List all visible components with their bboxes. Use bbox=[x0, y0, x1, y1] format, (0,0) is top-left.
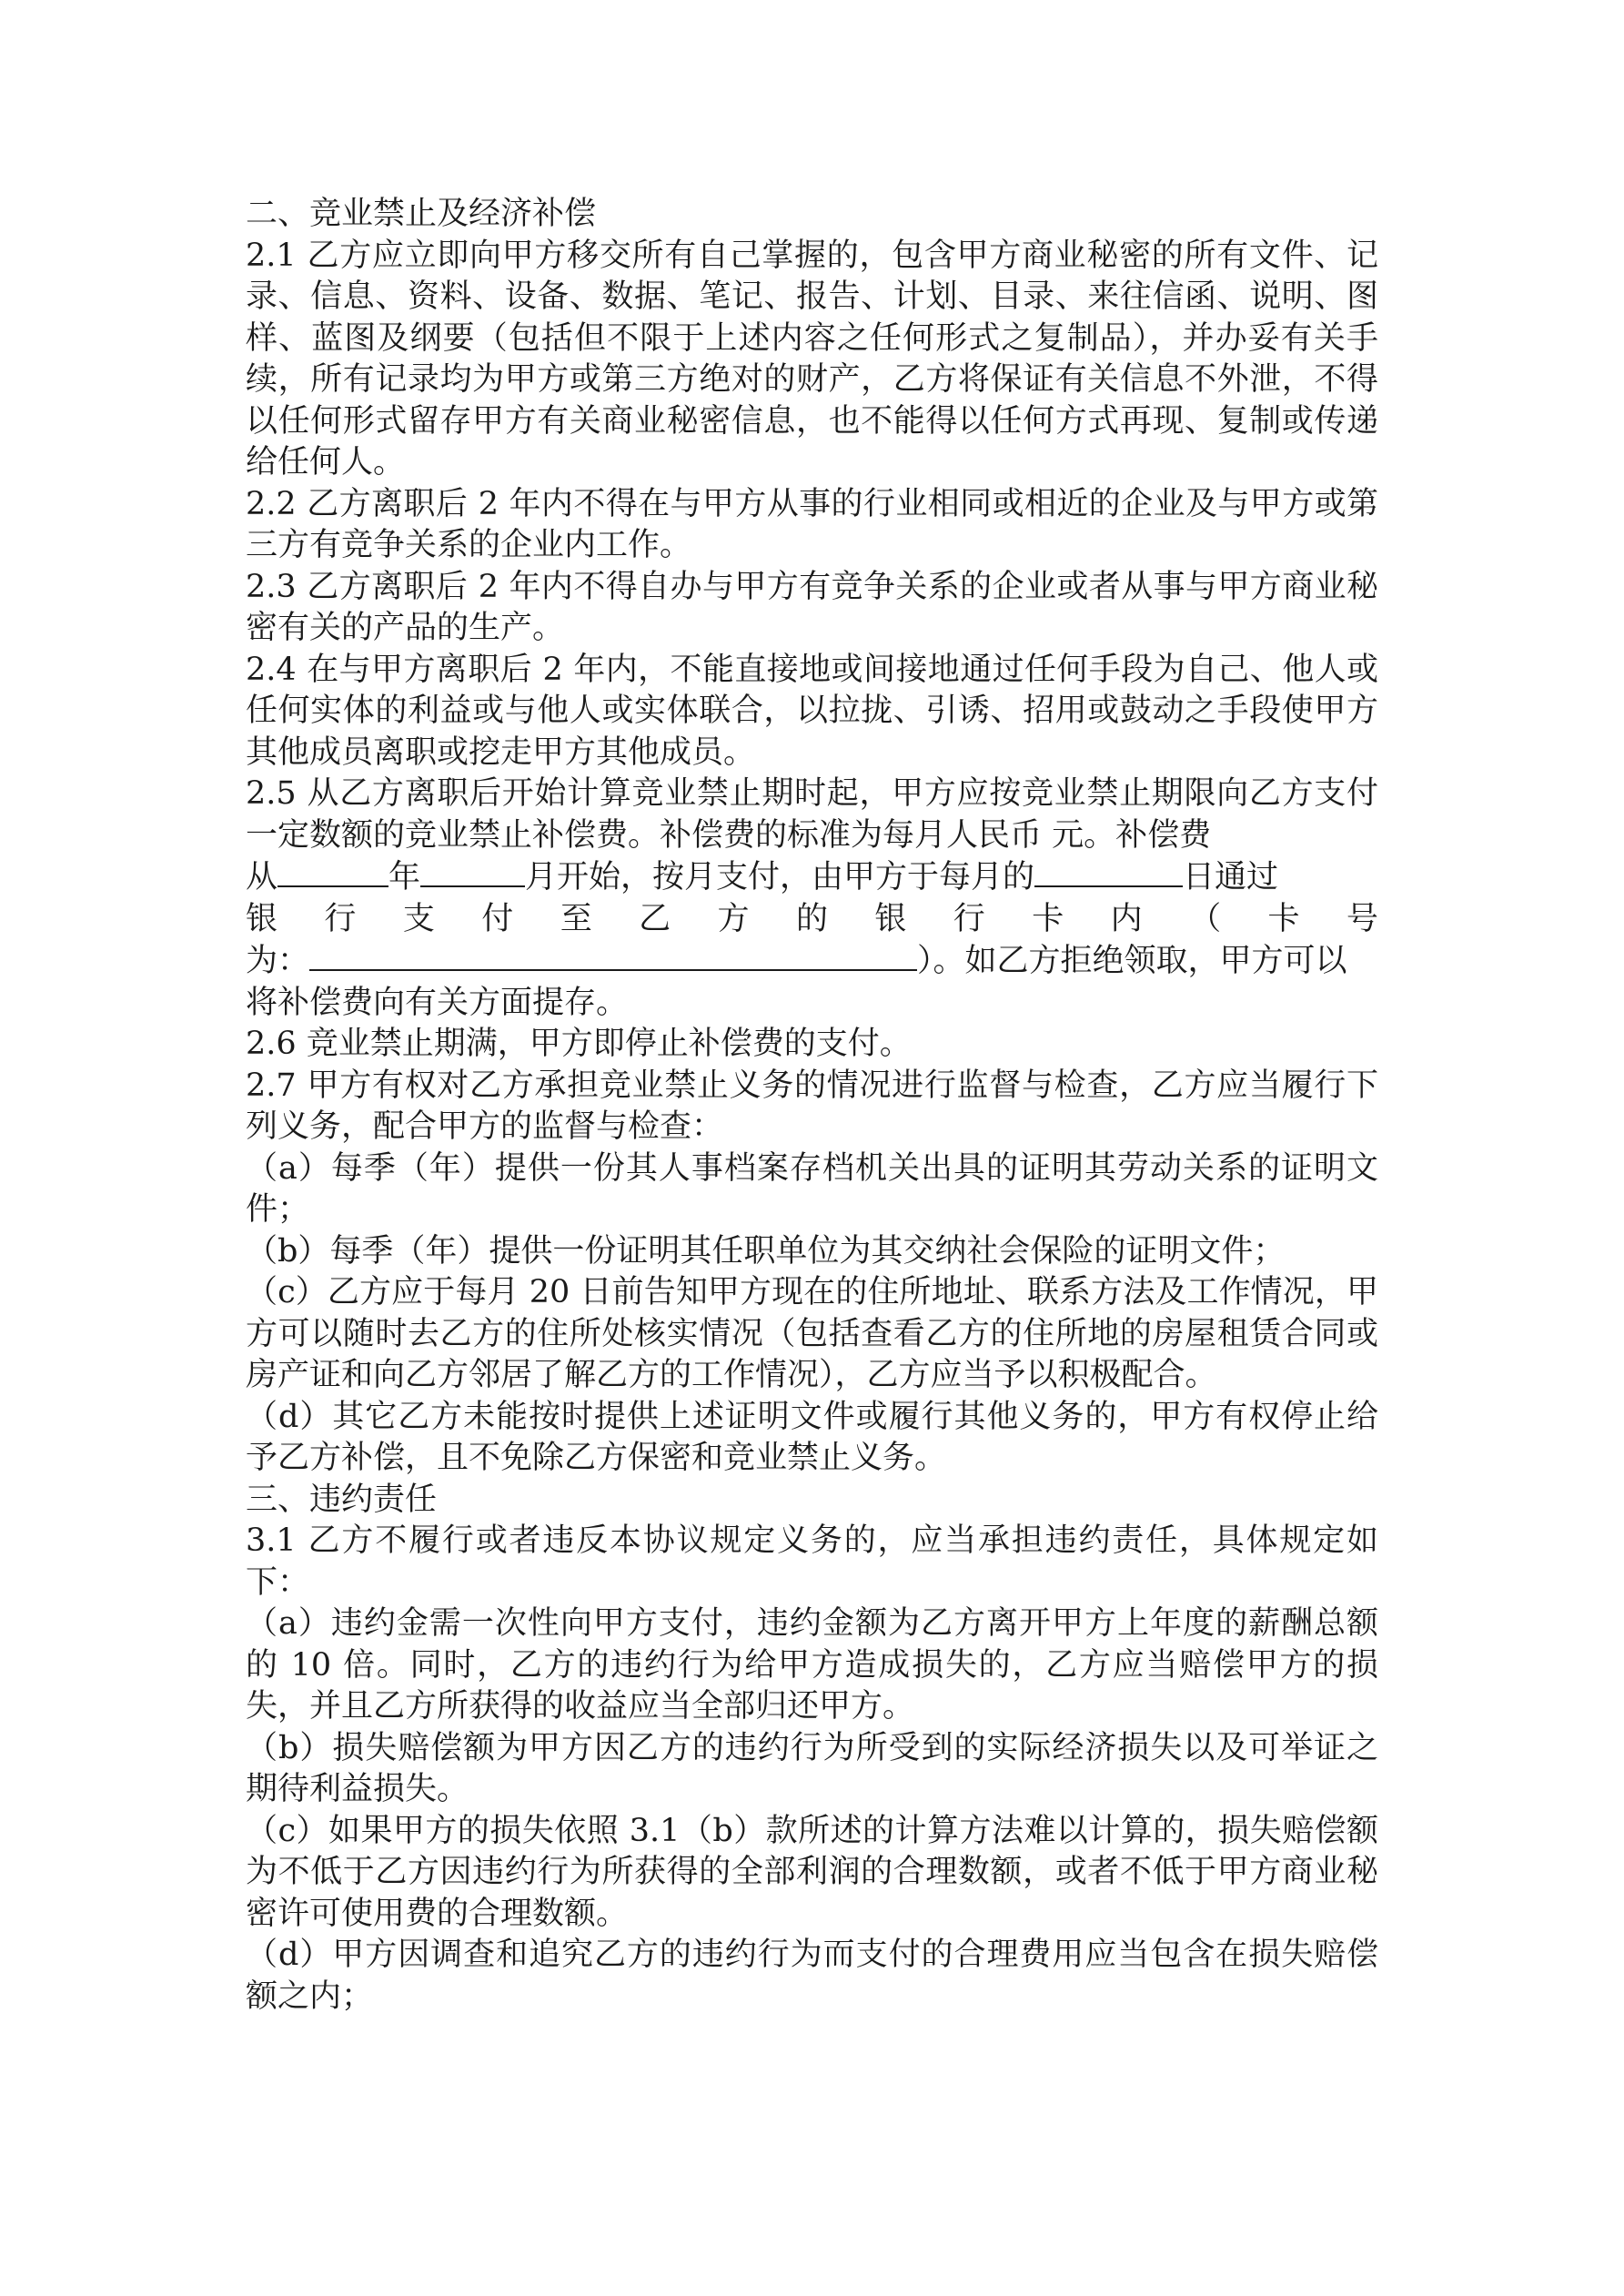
clause-2-7-a: （a）每季（年）提供一份其人事档案存档机关出具的证明其劳动关系的证明文件； bbox=[246, 1149, 1378, 1228]
clause-3-1-d: （d）甲方因调查和追究乙方的违约行为而支付的合理费用应当包含在损失赔偿额之内； bbox=[246, 1937, 1378, 2015]
clause-3-1: 3.1 乙方不履行或者违反本协议规定义务的，应当承担违约责任，具体规定如下： bbox=[246, 1522, 1378, 1601]
clause-2-3: 2.3 乙方离职后 2 年内不得自办与甲方有竞争关系的企业或者从事与甲方商业秘密有关的产品的生产。 bbox=[246, 568, 1378, 646]
clause-2-5-payment-line bbox=[246, 856, 1378, 899]
bank-line-char: 内 bbox=[1110, 900, 1143, 937]
bank-line-char: 银 bbox=[874, 900, 907, 937]
bank-line-char: 的 bbox=[795, 900, 828, 937]
document-body bbox=[246, 194, 1378, 2018]
start-year-blank[interactable] bbox=[277, 856, 388, 887]
bank-line-char: 方 bbox=[717, 900, 750, 937]
year-label: 年 bbox=[388, 859, 421, 895]
bank-line-char: 号 bbox=[1346, 900, 1378, 937]
bank-line-char: 卡 bbox=[1032, 900, 1064, 937]
clause-3-1-c: （c）如果甲方的损失依照 3.1（b）款所述的计算方法难以计算的，损失赔偿额为不低于乙方因违约行为所获得的全部利润的合理数额，或者不低于甲方商业秘密许可使用费的合理数额。 bbox=[246, 1812, 1378, 1932]
card-line-tail: ）。如乙方拒绝领取，甲方可以 bbox=[917, 943, 1347, 979]
clause-2-5-intro: 2.5 从乙方离职后开始计算竞业禁止期时起，甲方应按竞业禁止期限向乙方支付一定数额的竞业禁止补偿费。补偿费的标准为每月人民币 元。补偿费 bbox=[246, 775, 1378, 854]
section-heading-non-compete: 二、竞业禁止及经济补偿 bbox=[246, 196, 597, 232]
bank-line-char: 银 bbox=[246, 900, 278, 937]
clause-2-5-bank-line bbox=[246, 899, 1378, 941]
bank-line-char: 乙 bbox=[639, 900, 671, 937]
clause-2-6: 2.6 竞业禁止期满，甲方即停止补偿费的支付。 bbox=[246, 1026, 912, 1062]
clause-2-4: 2.4 在与甲方离职后 2 年内，不能直接地或间接地通过任何手段为自己、他人或任何实体的利益或与他人或实体联合，以拉拢、引诱、招用或鼓动之手段使甲方其他成员离职或挖走甲方其他成员。 bbox=[246, 651, 1378, 771]
card-number-blank[interactable] bbox=[309, 940, 917, 971]
bank-line-char: 至 bbox=[560, 900, 592, 937]
clause-3-1-a: （a）违约金需一次性向甲方支付，违约金额为乙方离开甲方上年度的薪酬总额的 10 倍。同时，乙方的违约行为给甲方造成损失的，乙方应当赔偿甲方的损失，并且乙方所获得的收益应当全部归还甲方。 bbox=[246, 1605, 1378, 1725]
month-label: 月开始，按月支付，由甲方于每月的 bbox=[525, 859, 1035, 895]
clause-2-7: 2.7 甲方有权对乙方承担竞业禁止义务的情况进行监督与检查，乙方应当履行下列义务，配合甲方的监督与检查： bbox=[246, 1067, 1378, 1145]
card-number-label: 为： bbox=[246, 943, 310, 979]
day-label: 日通过 bbox=[1183, 859, 1279, 895]
from-label: 从 bbox=[246, 859, 278, 895]
clause-2-7-b: （b）每季（年）提供一份证明其任职单位为其交纳社会保险的证明文件； bbox=[246, 1232, 1286, 1269]
clause-2-5 bbox=[246, 774, 1378, 1024]
clause-2-7-d: （d）其它乙方未能按时提供上述证明文件或履行其他义务的，甲方有权停止给予乙方补偿，且不免除乙方保密和竞业禁止义务。 bbox=[246, 1398, 1378, 1476]
bank-line-char: 付 bbox=[481, 900, 514, 937]
clause-2-7-c: （c）乙方应于每月 20 日前告知甲方现在的住所地址、联系方法及工作情况，甲方可以随时去乙方的住所处核实情况（包括查看乙方的住所地的房屋租赁合同或房产证和向乙方邻居了解乙方的工作情况），乙方应当予以积极配合。 bbox=[246, 1274, 1378, 1393]
bank-line-char: 卡 bbox=[1267, 900, 1300, 937]
bank-line-char: （ bbox=[1189, 900, 1222, 937]
start-month-blank[interactable] bbox=[420, 856, 525, 887]
bank-line-char: 行 bbox=[953, 900, 985, 937]
clause-2-5-tail: 将补偿费向有关方面提存。 bbox=[246, 984, 629, 1021]
bank-line-char: 行 bbox=[324, 900, 357, 937]
payment-day-blank[interactable] bbox=[1034, 856, 1183, 887]
clause-2-5-card-line bbox=[246, 940, 1378, 983]
clause-3-1-b: （b）损失赔偿额为甲方因乙方的违约行为所受到的实际经济损失以及可举证之期待利益损失。 bbox=[246, 1729, 1378, 1807]
clause-2-2: 2.2 乙方离职后 2 年内不得在与甲方从事的行业相同或相近的企业及与甲方或第三方有竞争关系的企业内工作。 bbox=[246, 485, 1378, 563]
bank-line-char: 支 bbox=[402, 900, 435, 937]
section-heading-breach: 三、违约责任 bbox=[246, 1481, 438, 1518]
clause-2-1: 2.1 乙方应立即向甲方移交所有自己掌握的，包含甲方商业秘密的所有文件、记录、信息、资料、设备、数据、笔记、报告、计划、目录、来往信函、说明、图样、蓝图及纲要（包括但不限于上述内容之任何形式之复制品），并办妥有关手续，所有记录均为甲方或第三方绝对的财产，乙方将保证有关信息不外泄，不得以任何形式留存甲方有关商业秘密信息，也不能得以任何方式再现、复制或传递给任何人。 bbox=[246, 237, 1378, 480]
